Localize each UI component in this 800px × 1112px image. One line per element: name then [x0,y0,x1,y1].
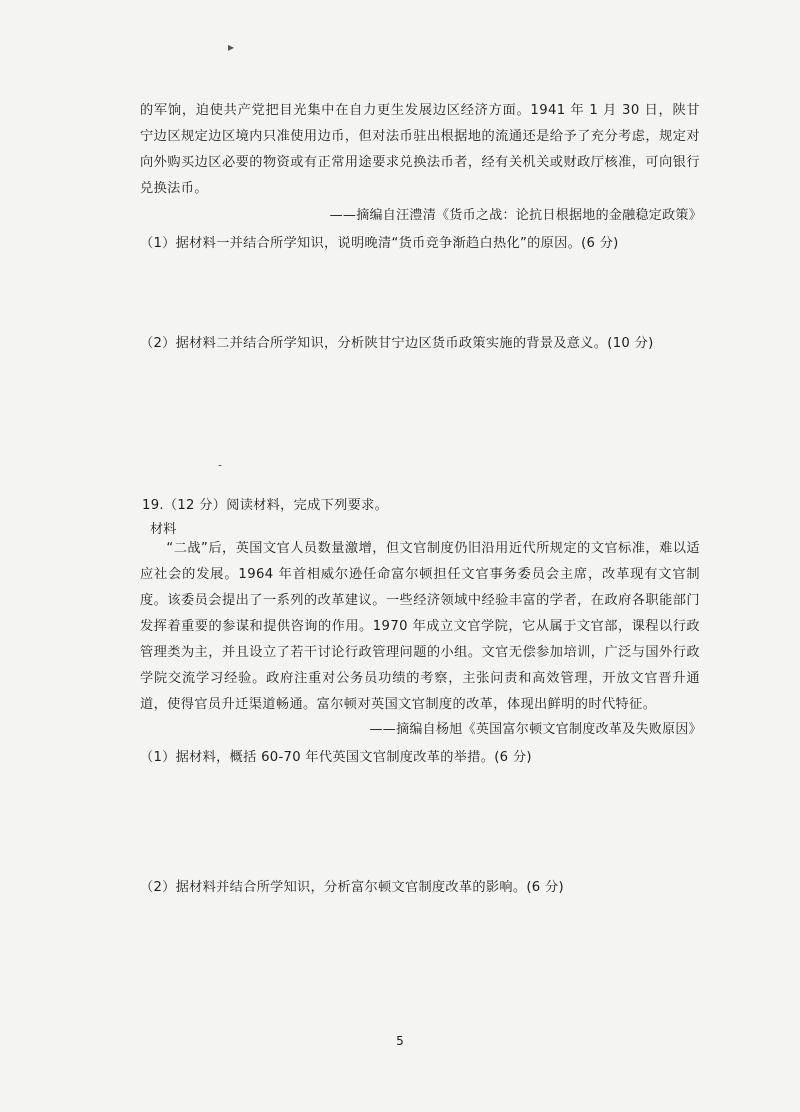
scan-speck: - [218,458,223,472]
material-1-continued-paragraph: 的军饷，迫使共产党把目光集中在自力更生发展边区经济方面。1941 年 1 月 30 日，陕甘宁边区规定边区境内只准使用边币，但对法币驻出根据地的流通还是给予了充分考虑，规定对向外购买边区必要的物资或有正常用途要求兑换法币者，经有关机关或财政厅核准，可向银行兑换法币。 [140,103,700,196]
q19-heading: 19.（12 分）阅读材料，完成下列要求。 [142,498,389,513]
q19-attribution: ——摘编自杨旭《英国富尔顿文官制度改革及失败原因》 [369,722,702,737]
q18-sub-question-1: （1）据材料一并结合所学知识，说明晚清“货币竞争渐趋白热化”的原因。(6 分) [140,236,619,251]
q19-material-label: 材料 [150,522,177,537]
q18-sub-question-2: （2）据材料二并结合所学知识，分析陕甘宁边区货币政策实施的背景及意义。(10 分) [140,336,654,351]
page-number: 5 [396,1034,404,1048]
q19-sub-question-1: （1）据材料，概括 60-70 年代英国文官制度改革的举措。(6 分) [140,750,532,765]
q19-material-paragraph: “二战”后，英国文官人员数量激增，但文官制度仍旧沿用近代所规定的文官标准，难以适应社会的发展。1964 年首相威尔逊任命富尔顿担任文官事务委员会主席，改革现有文官制度。该委员会提出了一系列的改革建议。一些经济领域中经验丰富的学者，在政府各职能部门发挥着重要的参谋和提供咨询的作用。1970 年成立文官学院，它从属于文官部，课程以行政管理类为主，并且设立了若干讨论行政管理问题的小组。文官无偿参加培训，广泛与国外行政学院交流学习经验。政府注重对公务员功绩的考察，主张问责和高效管理，开放文官晋升通道，使得官员升迁渠道畅通。富尔顿对英国文官制度的改革，体现出鲜明的时代特征。 [140,541,700,712]
scan-speck: ▸ [228,40,235,54]
q19-sub-question-2: （2）据材料并结合所学知识，分析富尔顿文官制度改革的影响。(6 分) [140,880,564,895]
material-1-attribution: ——摘编自汪澧清《货币之战：论抗日根据地的金融稳定政策》 [329,208,702,223]
